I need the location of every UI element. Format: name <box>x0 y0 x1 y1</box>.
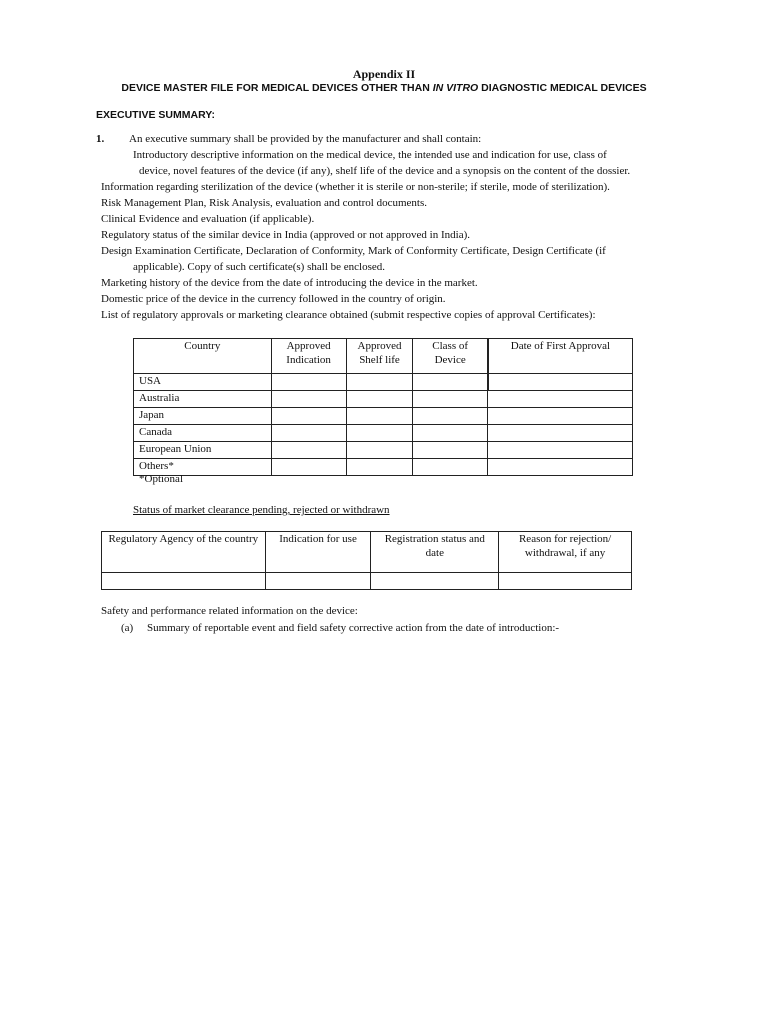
document-title <box>0 81 768 95</box>
table-cell[interactable] <box>271 408 346 425</box>
list-line: List of regulatory approvals or marketing clearance obtained (submit respective copies of approval Certificates): <box>101 309 596 321</box>
table-cell[interactable] <box>488 459 633 476</box>
item-intro: An executive summary shall be provided by the manufacturer and shall contain: <box>129 133 482 145</box>
item-number: 1. <box>96 133 105 145</box>
safety-item-label: (a) <box>121 622 134 634</box>
list-line: Risk Management Plan, Risk Analysis, evaluation and control documents. <box>101 197 427 209</box>
title-part-2: DIAGNOSTIC MEDICAL DEVICES <box>478 82 647 94</box>
table-cell[interactable] <box>413 374 488 391</box>
table-cell[interactable] <box>271 374 346 391</box>
table-cell[interactable] <box>346 408 413 425</box>
column-header: Class of Device <box>413 339 488 374</box>
safety-intro: Safety and performance related information on the device: <box>101 605 358 617</box>
table-cell[interactable] <box>413 408 488 425</box>
table-row <box>134 459 633 476</box>
title-part-1: DEVICE MASTER FILE FOR MEDICAL DEVICES OTHER THAN <box>121 82 433 94</box>
table-cell[interactable] <box>488 408 633 425</box>
table-cell[interactable] <box>102 573 266 590</box>
table-header-row <box>134 339 633 374</box>
country-cell: Others* <box>134 459 272 476</box>
table-cell[interactable] <box>346 374 413 391</box>
table-cell[interactable] <box>488 374 633 391</box>
column-header: Indication for use <box>265 532 371 573</box>
table-row <box>102 573 632 590</box>
table-cell[interactable] <box>271 442 346 459</box>
pending-table <box>101 531 632 590</box>
list-line: Regulatory status of the similar device in India (approved or not approved in India). <box>101 229 471 241</box>
table-row <box>134 425 633 442</box>
table-cell[interactable] <box>346 442 413 459</box>
list-line: Domestic price of the device in the currency followed in the country of origin. <box>101 293 446 305</box>
column-header: Date of First Approval <box>488 339 633 374</box>
list-line: applicable). Copy of such certificate(s) shall be enclosed. <box>133 261 385 273</box>
table-row <box>134 408 633 425</box>
table-cell[interactable] <box>371 573 499 590</box>
table-row <box>134 391 633 408</box>
appendix-heading: Appendix II <box>352 67 416 81</box>
list-line: Information regarding sterilization of the device (whether it is sterile or non-sterile; if sterile, mode of sterilization). <box>101 181 610 193</box>
approvals-table <box>133 338 633 476</box>
table-cell[interactable] <box>346 391 413 408</box>
table-cell[interactable] <box>271 425 346 442</box>
table-cell[interactable] <box>346 459 413 476</box>
table-cell[interactable] <box>413 391 488 408</box>
column-header: Approved Shelf life <box>346 339 413 374</box>
table-header-row <box>102 532 632 573</box>
table-cell[interactable] <box>488 391 633 408</box>
table-cell[interactable] <box>488 425 633 442</box>
table-cell[interactable] <box>265 573 371 590</box>
safety-item-text: Summary of reportable event and field safety corrective action from the date of introduction:- <box>147 622 560 634</box>
column-header: Country <box>134 339 272 374</box>
country-cell: European Union <box>134 442 272 459</box>
section-heading: EXECUTIVE SUMMARY: <box>96 109 216 121</box>
list-line: Introductory descriptive information on the medical device, the intended use and indication for use, class of <box>133 149 607 161</box>
title-italic: IN VITRO <box>432 82 479 94</box>
table-cell[interactable] <box>413 459 488 476</box>
table-footnote: *Optional <box>139 473 183 485</box>
table-row <box>134 442 633 459</box>
list-line: Design Examination Certificate, Declaration of Conformity, Mark of Conformity Certificate, Design Certificate (if <box>101 245 606 257</box>
table-cell[interactable] <box>413 442 488 459</box>
list-line: Clinical Evidence and evaluation (if applicable). <box>101 213 315 225</box>
country-cell: Japan <box>134 408 272 425</box>
country-cell: Canada <box>134 425 272 442</box>
list-line: Marketing history of the device from the date of introducing the device in the market. <box>101 277 478 289</box>
table-cell[interactable] <box>271 459 346 476</box>
list-line: device, novel features of the device (if any), shelf life of the device and a synopsis on the content of the dossier. <box>139 165 631 177</box>
table-cell[interactable] <box>271 391 346 408</box>
column-header: Approved Indication <box>271 339 346 374</box>
table-cell[interactable] <box>413 425 488 442</box>
table-cell[interactable] <box>499 573 632 590</box>
column-header: Registration status and date <box>371 532 499 573</box>
pending-heading: Status of market clearance pending, rejected or withdrawn <box>133 504 390 516</box>
country-cell: USA <box>134 374 272 391</box>
column-header: Regulatory Agency of the country <box>102 532 266 573</box>
country-cell: Australia <box>134 391 272 408</box>
table-cell[interactable] <box>488 442 633 459</box>
table-cell[interactable] <box>346 425 413 442</box>
column-header: Reason for rejection/ withdrawal, if any <box>499 532 632 573</box>
table-row <box>134 374 633 391</box>
